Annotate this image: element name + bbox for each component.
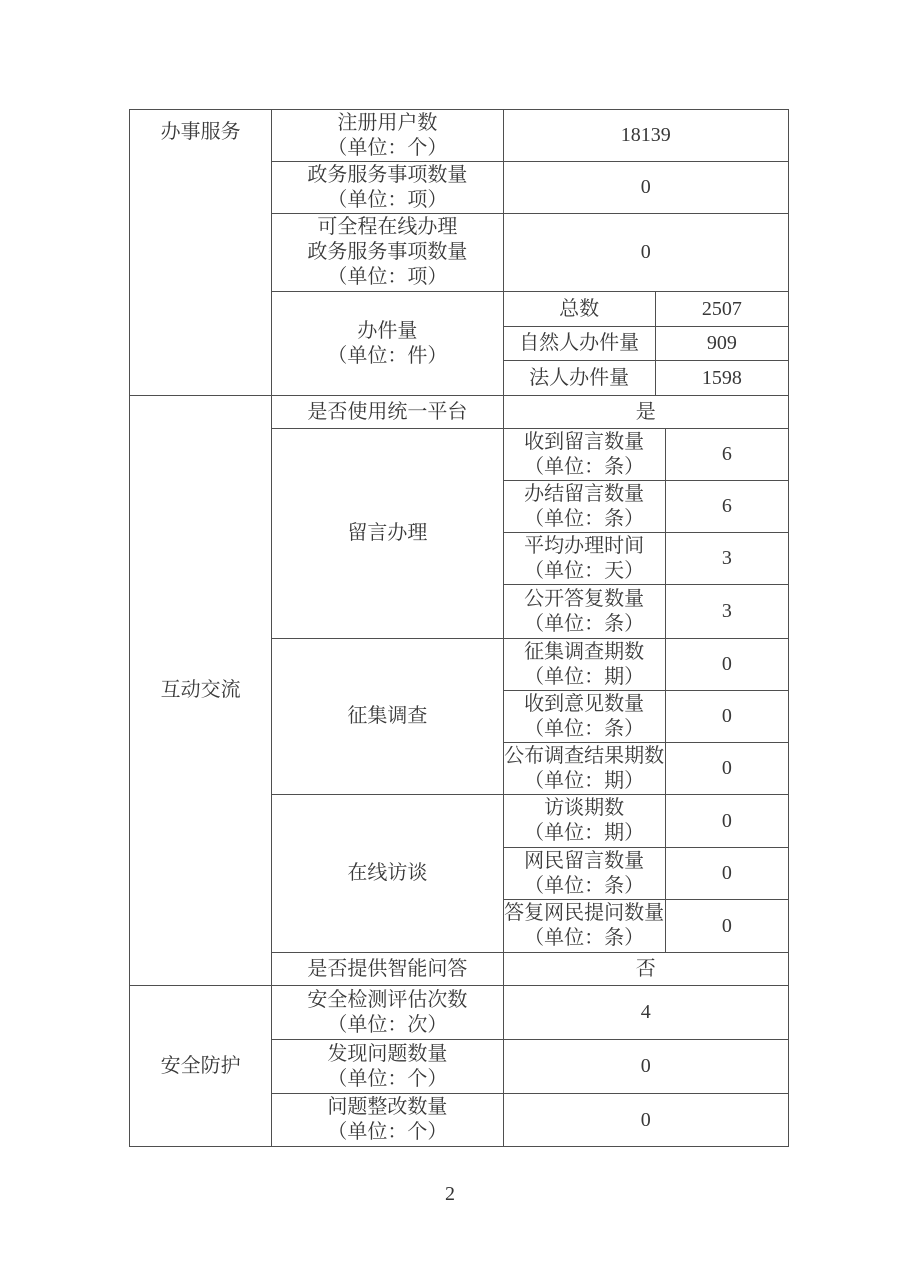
avg-handling-time-label-cell bbox=[503, 533, 665, 585]
public-replies-value-cell bbox=[665, 585, 788, 639]
opinions-received-value-cell bbox=[665, 691, 788, 743]
messages-completed-value-cell bbox=[665, 481, 788, 533]
smart-qa-value-cell bbox=[503, 953, 788, 986]
metric-value: 0 bbox=[640, 1055, 651, 1077]
survey-label-cell bbox=[272, 639, 503, 795]
online-service-items-label-cell bbox=[272, 214, 503, 292]
submetric-value: 3 bbox=[721, 547, 732, 569]
unified-platform-label-cell bbox=[272, 396, 503, 429]
registered-users-value-cell bbox=[503, 110, 788, 162]
cases-total-value-cell bbox=[655, 292, 788, 327]
submetric-label: 收到留言数量 bbox=[524, 430, 645, 453]
metric-unit-line: （单位：个） bbox=[327, 1121, 448, 1143]
submetric-value: 0 bbox=[721, 809, 732, 832]
submetric-label: 法人办件量 bbox=[529, 366, 630, 389]
group-label: 办事服务 bbox=[160, 121, 241, 143]
avg-handling-time-value-cell bbox=[665, 533, 788, 585]
metric-label-line: 发现问题数量 bbox=[327, 1042, 448, 1065]
cases-handled-label-cell bbox=[272, 292, 503, 396]
metric-value: 4 bbox=[640, 1001, 651, 1023]
metric-value: 是 bbox=[635, 400, 656, 423]
page-number: 2 bbox=[445, 1183, 455, 1205]
group-cell-service bbox=[130, 110, 272, 396]
metric-label-line: 可全程在线办理 bbox=[317, 216, 458, 238]
metric-unit-line: （单位：项） bbox=[327, 266, 448, 288]
submetric-unit: （单位：条） bbox=[524, 927, 645, 949]
metric-label-line: 办件量 bbox=[357, 319, 418, 342]
metric-unit-line: （单位：个） bbox=[327, 136, 448, 159]
security-checks-label-cell bbox=[272, 986, 503, 1040]
netizen-messages-value-cell bbox=[665, 848, 788, 900]
interview-periods-label-cell bbox=[503, 795, 665, 848]
messages-completed-label-cell bbox=[503, 481, 665, 533]
problems-found-label-cell bbox=[272, 1040, 503, 1094]
group-label: 互动交流 bbox=[160, 679, 241, 701]
submetric-value: 0 bbox=[721, 862, 732, 884]
submetric-label: 网民留言数量 bbox=[524, 849, 645, 872]
netizen-replies-value-cell bbox=[665, 900, 788, 953]
metric-label-line: 是否提供智能问答 bbox=[307, 957, 468, 980]
metric-value: 0 bbox=[640, 241, 651, 263]
survey-periods-value-cell bbox=[665, 639, 788, 691]
metric-label-line: 留言办理 bbox=[347, 522, 428, 544]
survey-results-value-cell bbox=[665, 743, 788, 795]
registered-users-label-cell bbox=[272, 110, 503, 162]
cases-natural-person-label-cell bbox=[503, 327, 655, 361]
metric-label-line: 征集调查 bbox=[347, 705, 428, 727]
problems-found-value-cell bbox=[503, 1040, 788, 1094]
submetric-unit: （单位：期） bbox=[524, 769, 645, 792]
public-replies-label-cell bbox=[503, 585, 665, 639]
survey-results-label-cell bbox=[503, 743, 665, 795]
security-checks-value-cell bbox=[503, 986, 788, 1040]
metric-unit-line: （单位：项） bbox=[327, 188, 448, 211]
cases-total-label-cell bbox=[503, 292, 655, 327]
submetric-unit: （单位：天） bbox=[524, 559, 645, 582]
smart-qa-label-cell bbox=[272, 953, 503, 986]
metric-unit-line: （单位：次） bbox=[327, 1013, 448, 1036]
metric-value: 0 bbox=[640, 176, 651, 198]
metric-label-line: 问题整改数量 bbox=[327, 1096, 448, 1118]
survey-periods-label-cell bbox=[503, 639, 665, 691]
message-handling-label-cell bbox=[272, 429, 503, 639]
submetric-value: 0 bbox=[721, 914, 732, 937]
submetric-value: 6 bbox=[721, 443, 732, 465]
submetric-value: 0 bbox=[721, 757, 732, 779]
metric-label-line: 安全检测评估次数 bbox=[307, 988, 468, 1011]
metric-label-line: 是否使用统一平台 bbox=[307, 400, 468, 423]
metric-label-line: 注册用户数 bbox=[337, 111, 438, 134]
metric-label-line: 在线访谈 bbox=[347, 862, 428, 884]
submetric-value: 2507 bbox=[701, 297, 742, 320]
submetric-unit: （单位：条） bbox=[524, 612, 645, 635]
group-label: 安全防护 bbox=[160, 1054, 241, 1077]
metric-value: 0 bbox=[640, 1108, 651, 1131]
group-cell-interaction bbox=[130, 396, 272, 986]
submetric-unit: （单位：条） bbox=[524, 455, 645, 478]
cases-legal-person-value-cell bbox=[655, 361, 788, 396]
submetric-value: 0 bbox=[721, 653, 732, 675]
submetric-label: 访谈期数 bbox=[544, 797, 625, 819]
service-items-label-cell bbox=[272, 162, 503, 214]
metric-value: 否 bbox=[635, 957, 656, 980]
submetric-label: 自然人办件量 bbox=[519, 332, 640, 354]
cases-legal-person-label-cell bbox=[503, 361, 655, 396]
submetric-unit: （单位：期） bbox=[524, 665, 645, 688]
netizen-messages-label-cell bbox=[503, 848, 665, 900]
submetric-unit: （单位：条） bbox=[524, 507, 645, 530]
submetric-label: 收到意见数量 bbox=[524, 692, 645, 715]
problems-fixed-label-cell bbox=[272, 1094, 503, 1147]
submetric-label: 办结留言数量 bbox=[524, 482, 645, 505]
submetric-unit: （单位：期） bbox=[524, 822, 645, 844]
metric-value: 18139 bbox=[620, 124, 671, 146]
report-table bbox=[129, 109, 789, 1147]
submetric-unit: （单位：条） bbox=[524, 717, 645, 740]
online-service-items-value-cell bbox=[503, 214, 788, 292]
submetric-value: 1598 bbox=[701, 366, 742, 389]
service-items-value-cell bbox=[503, 162, 788, 214]
interview-periods-value-cell bbox=[665, 795, 788, 848]
group-cell-security bbox=[130, 986, 272, 1147]
metric-label-line: 政务服务事项数量 bbox=[307, 241, 468, 263]
messages-received-value-cell bbox=[665, 429, 788, 481]
submetric-label: 平均办理时间 bbox=[524, 534, 645, 557]
messages-received-label-cell bbox=[503, 429, 665, 481]
submetric-value: 6 bbox=[721, 495, 732, 517]
metric-unit-line: （单位：件） bbox=[327, 344, 448, 367]
unified-platform-value-cell bbox=[503, 396, 788, 429]
metric-unit-line: （单位：个） bbox=[327, 1067, 448, 1090]
metric-label-line: 政务服务事项数量 bbox=[307, 163, 468, 186]
submetric-label: 公开答复数量 bbox=[524, 587, 645, 610]
cases-natural-person-value-cell bbox=[655, 327, 788, 361]
submetric-label: 公布调查结果期数 bbox=[504, 744, 665, 767]
submetric-value: 3 bbox=[721, 600, 732, 622]
submetric-label: 征集调查期数 bbox=[524, 640, 645, 663]
submetric-value: 909 bbox=[706, 332, 737, 354]
submetric-label: 答复网民提问数量 bbox=[504, 902, 665, 924]
problems-fixed-value-cell bbox=[503, 1094, 788, 1147]
submetric-label: 总数 bbox=[559, 297, 600, 320]
opinions-received-label-cell bbox=[503, 691, 665, 743]
submetric-value: 0 bbox=[721, 705, 732, 727]
interview-label-cell bbox=[272, 795, 503, 953]
netizen-replies-label-cell bbox=[503, 900, 665, 953]
submetric-unit: （单位：条） bbox=[524, 874, 645, 897]
